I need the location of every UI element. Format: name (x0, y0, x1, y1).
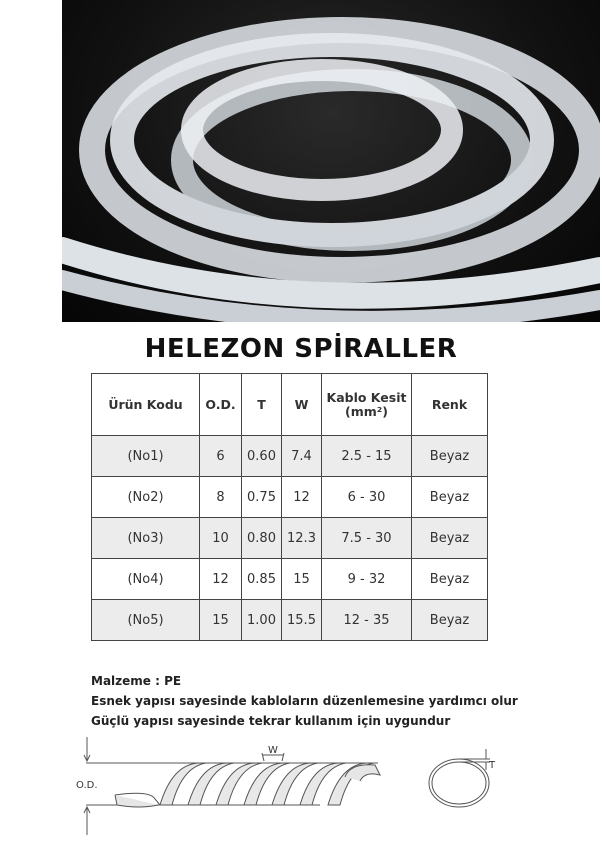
cell: 6 (200, 436, 242, 477)
feature-note: Esnek yapısı sayesinde kabloların düzenlemesine yardımcı olur (91, 694, 518, 708)
table-row (92, 436, 488, 477)
header-w: W (282, 374, 322, 436)
cell: 7.4 (282, 436, 322, 477)
t-label: T (489, 760, 496, 771)
cell: 8 (200, 477, 242, 518)
spiral-coil-image (62, 0, 600, 322)
table-row (92, 518, 488, 559)
cell: (No5) (92, 600, 200, 641)
spec-table (91, 373, 488, 641)
cell: Beyaz (412, 477, 488, 518)
feature-note: Güçlü yapısı sayesinde tekrar kullanım için uygundur (91, 714, 451, 728)
od-label: O.D. (76, 780, 98, 791)
cell: (No4) (92, 559, 200, 600)
cell: 12.3 (282, 518, 322, 559)
cell: Beyaz (412, 559, 488, 600)
cell: 0.60 (242, 436, 282, 477)
cell: 0.80 (242, 518, 282, 559)
cell: (No1) (92, 436, 200, 477)
product-photo (62, 0, 600, 322)
header-cable: Kablo Kesit (mm²) (322, 374, 412, 436)
w-label: W (268, 745, 278, 756)
header-code: Ürün Kodu (92, 374, 200, 436)
cell: 15 (282, 559, 322, 600)
table-row (92, 600, 488, 641)
cell: (No3) (92, 518, 200, 559)
cell: 0.75 (242, 477, 282, 518)
cell: 0.85 (242, 559, 282, 600)
cell: Beyaz (412, 600, 488, 641)
cell: Beyaz (412, 518, 488, 559)
cell: 10 (200, 518, 242, 559)
cell: 7.5 - 30 (322, 518, 412, 559)
cell: 12 (282, 477, 322, 518)
cell: 15 (200, 600, 242, 641)
cell: 6 - 30 (322, 477, 412, 518)
cell: 1.00 (242, 600, 282, 641)
cell: Beyaz (412, 436, 488, 477)
table-row (92, 477, 488, 518)
cell: (No2) (92, 477, 200, 518)
cell: 9 - 32 (322, 559, 412, 600)
spiral-diagram (0, 735, 602, 857)
table-row (92, 559, 488, 600)
header-od: O.D. (200, 374, 242, 436)
header-color: Renk (412, 374, 488, 436)
cell: 12 (200, 559, 242, 600)
table-header (92, 374, 488, 436)
page-title: HELEZON SPİRALLER (144, 334, 458, 364)
cell: 15.5 (282, 600, 322, 641)
material-note: Malzeme : PE (91, 674, 182, 688)
header-t: T (242, 374, 282, 436)
cell: 2.5 - 15 (322, 436, 412, 477)
notes (91, 671, 518, 731)
cell: 12 - 35 (322, 600, 412, 641)
